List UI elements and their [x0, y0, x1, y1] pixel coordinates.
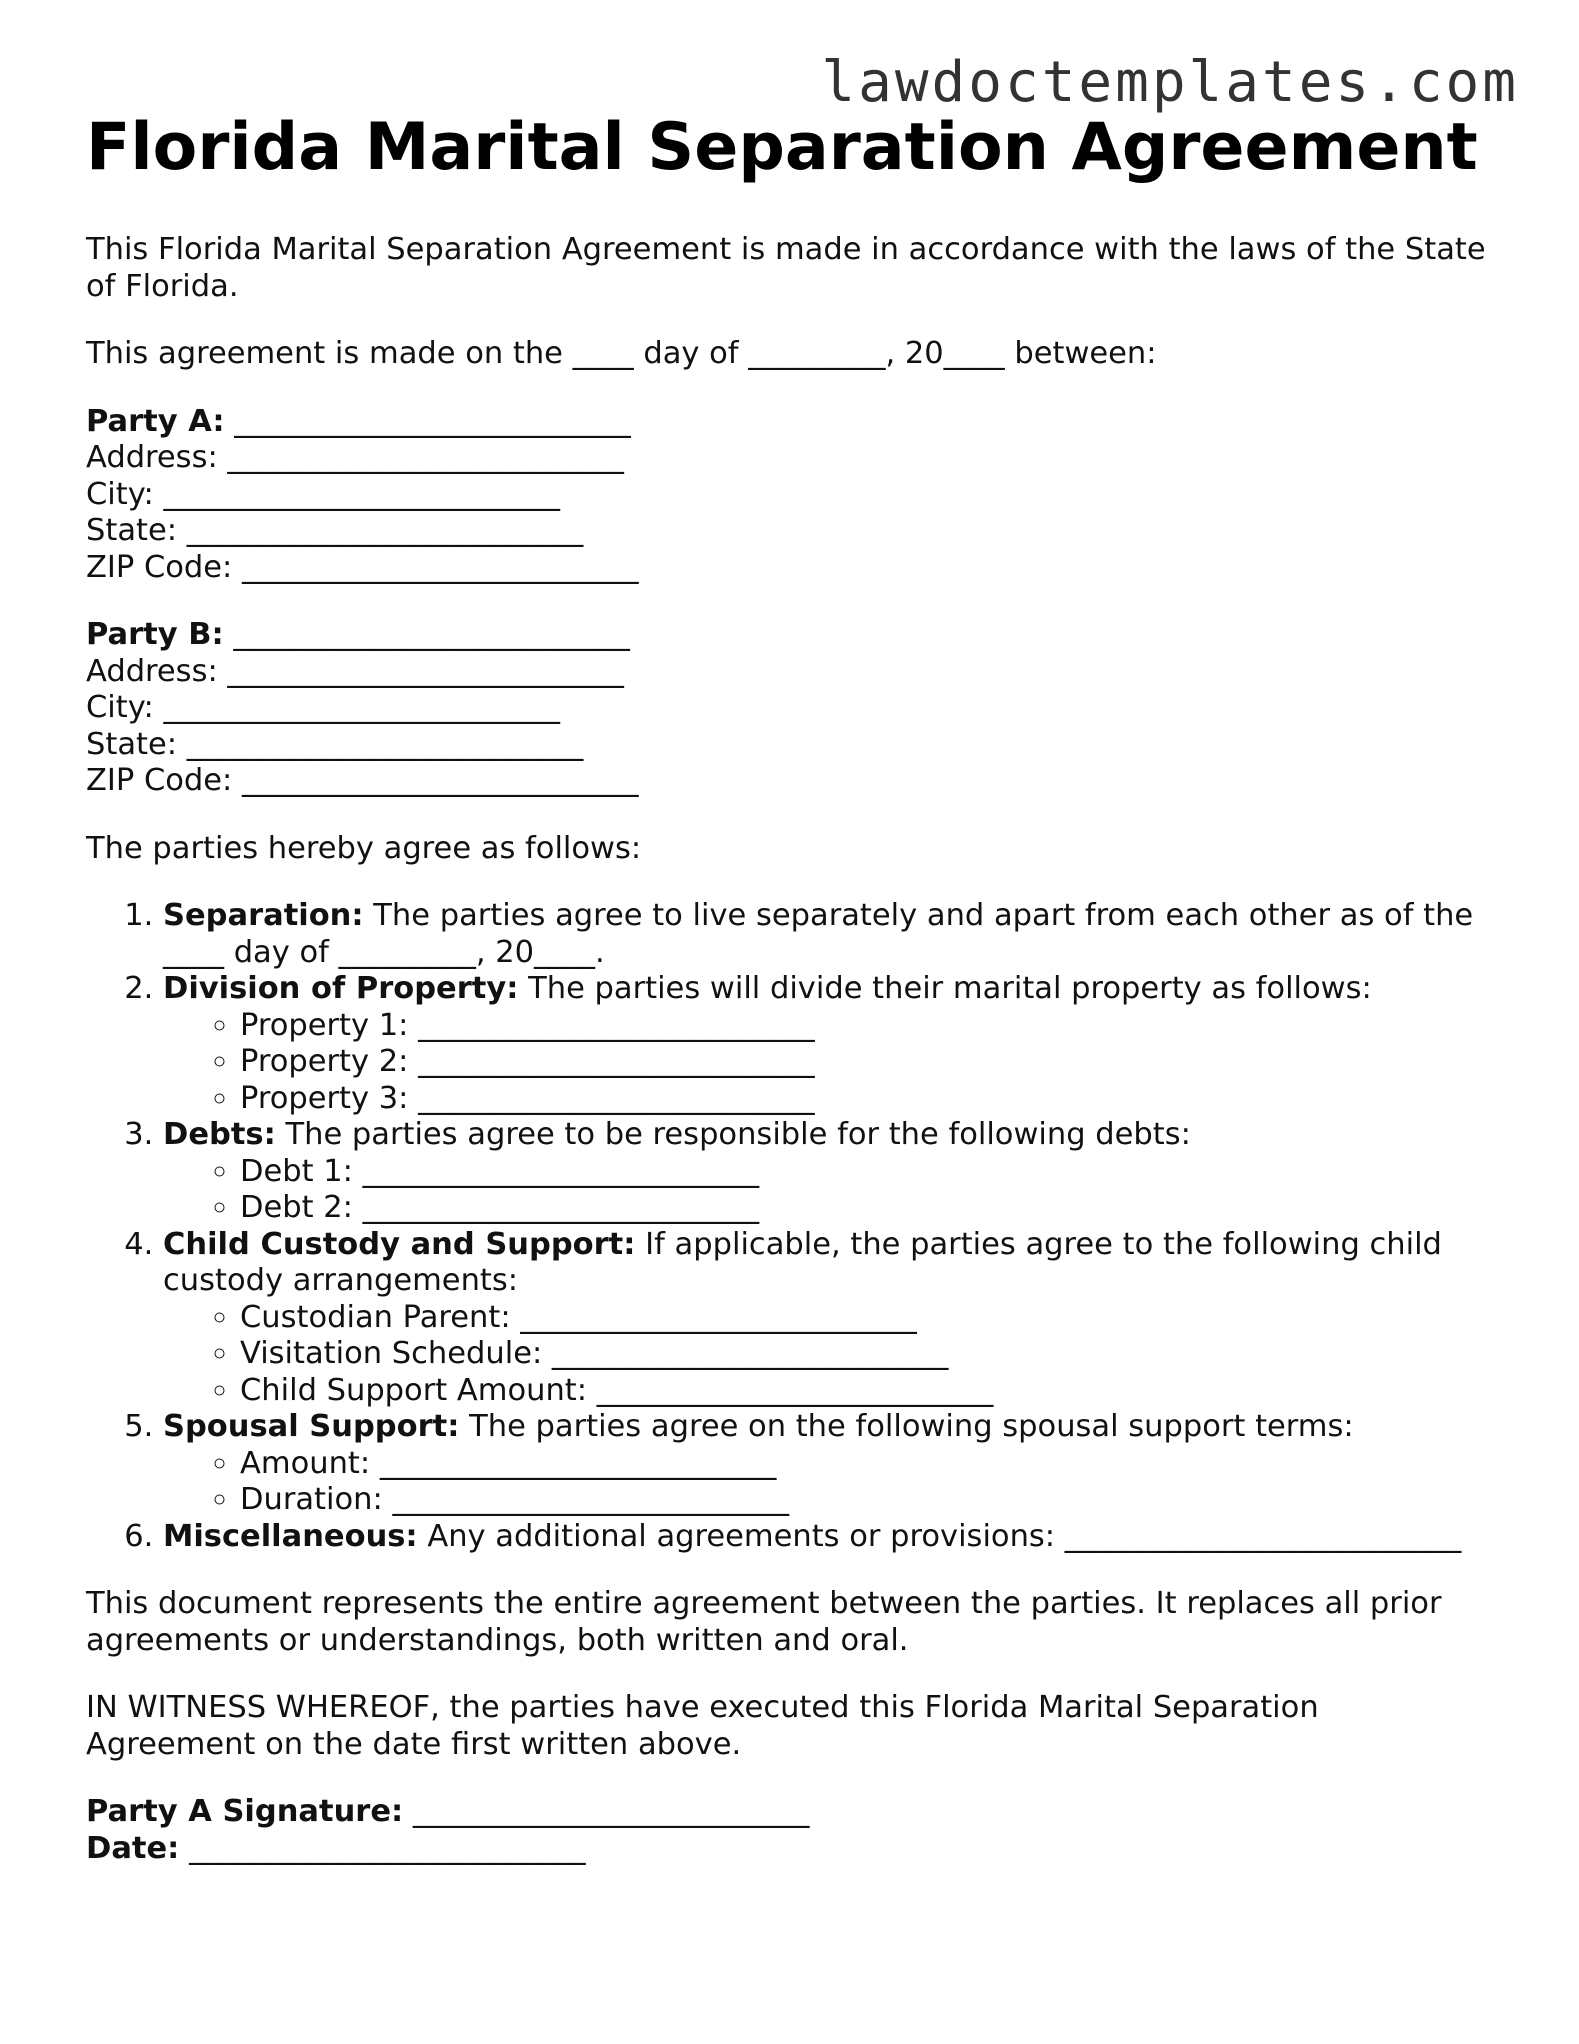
- clause-text: The parties agree on the following spousal support terms:: [459, 1409, 1354, 1444]
- party-a-zip: ZIP Code: __________________________: [86, 549, 639, 585]
- debt-item-1: ◦ Debt 1: __________________________: [240, 1154, 1496, 1191]
- signature-block: [86, 1794, 1496, 1867]
- party-a-block: [86, 404, 1496, 587]
- property-item-3: ◦ Property 3: __________________________: [240, 1081, 1496, 1118]
- intro-paragraph: This Florida Marital Separation Agreement is made in accordance with the laws of the State of Florida.: [86, 232, 1486, 304]
- custody-item-visitation: ◦ Visitation Schedule: __________________________: [240, 1336, 1496, 1373]
- party-b-address: Address: __________________________: [86, 653, 624, 689]
- signature-line: [86, 1794, 1496, 1831]
- entire-agreement-paragraph: This document represents the entire agreement between the parties. It replaces all prior agreements or understandings, both written and oral.: [86, 1586, 1442, 1658]
- party-b-zip: ZIP Code: __________________________: [86, 763, 639, 798]
- spousal-item-duration: ◦ Duration: __________________________: [240, 1482, 1496, 1519]
- clause-text: The parties agree to live separately and apart from each other as of the ____ day of _________, 20____.: [163, 898, 1474, 970]
- witness-paragraph: IN WITNESS WHEREOF, the parties have executed this Florida Marital Separation Agreement on the date first written above.: [86, 1690, 1319, 1762]
- clause-spousal-support: [163, 1409, 1496, 1519]
- property-item-2: ◦ Property 2: __________________________: [240, 1044, 1496, 1081]
- party-b-name-blank: __________________________: [223, 617, 630, 652]
- party-b-block: [86, 617, 1496, 800]
- clause-text: The parties will divide their marital property as follows:: [518, 971, 1372, 1006]
- clause-text: Any additional agreements or provisions: __________________________: [417, 1518, 1462, 1554]
- clause-title: Miscellaneous:: [163, 1518, 418, 1554]
- party-a-address: Address: __________________________: [86, 440, 624, 475]
- debt-list: [163, 1154, 1496, 1227]
- party-b-city: City: __________________________: [86, 690, 561, 725]
- property-list: [163, 1008, 1496, 1118]
- party-b-label: Party B:: [86, 617, 224, 652]
- party-a-name-line: [86, 404, 1496, 441]
- page-title: Florida Marital Separation Agreement: [86, 110, 1478, 185]
- date-line: [86, 1831, 1496, 1868]
- agree-intro: The parties hereby agree as follows:: [86, 830, 642, 866]
- site-watermark: lawdoctemplates.com: [821, 50, 1519, 115]
- signature-blank: __________________________: [403, 1794, 810, 1829]
- party-a-label: Party A:: [86, 403, 225, 439]
- clause-text: If applicable, the parties agree to the following child custody arrangements:: [163, 1226, 1442, 1298]
- spousal-item-amount: ◦ Amount: __________________________: [240, 1446, 1496, 1483]
- party-a-city: City: __________________________: [86, 476, 561, 512]
- signature-label: Party A Signature:: [86, 1794, 404, 1829]
- clause-child-custody: [163, 1227, 1496, 1410]
- clause-division-of-property: [163, 971, 1496, 1117]
- date-label: Date:: [86, 1830, 180, 1866]
- made-on-paragraph: This agreement is made on the ____ day of _________, 20____ between:: [86, 336, 1157, 371]
- property-item-1: ◦ Property 1: __________________________: [240, 1008, 1496, 1045]
- clause-list: [86, 898, 1496, 1555]
- custody-list: [163, 1300, 1496, 1410]
- custody-item-support: ◦ Child Support Amount: __________________________: [240, 1373, 1496, 1410]
- party-a-name-blank: __________________________: [224, 403, 631, 439]
- custody-item-parent: ◦ Custodian Parent: __________________________: [240, 1300, 1496, 1337]
- clause-separation: [163, 898, 1496, 971]
- date-blank: __________________________: [179, 1830, 586, 1866]
- debt-item-2: ◦ Debt 2: __________________________: [240, 1190, 1496, 1227]
- clause-title: Child Custody and Support:: [163, 1226, 636, 1262]
- party-b-state: State: __________________________: [86, 726, 584, 762]
- clause-text: The parties agree to be responsible for the following debts:: [275, 1117, 1191, 1152]
- clause-miscellaneous: [163, 1519, 1496, 1556]
- clause-title: Separation:: [163, 898, 364, 933]
- spousal-list: [163, 1446, 1496, 1519]
- party-b-name-line: [86, 617, 1496, 654]
- clause-title: Division of Property:: [163, 971, 519, 1006]
- clause-title: Spousal Support:: [163, 1409, 460, 1444]
- clause-debts: [163, 1117, 1496, 1227]
- clause-title: Debts:: [163, 1117, 276, 1152]
- party-a-state: State: __________________________: [86, 513, 584, 548]
- document: [86, 108, 1496, 1898]
